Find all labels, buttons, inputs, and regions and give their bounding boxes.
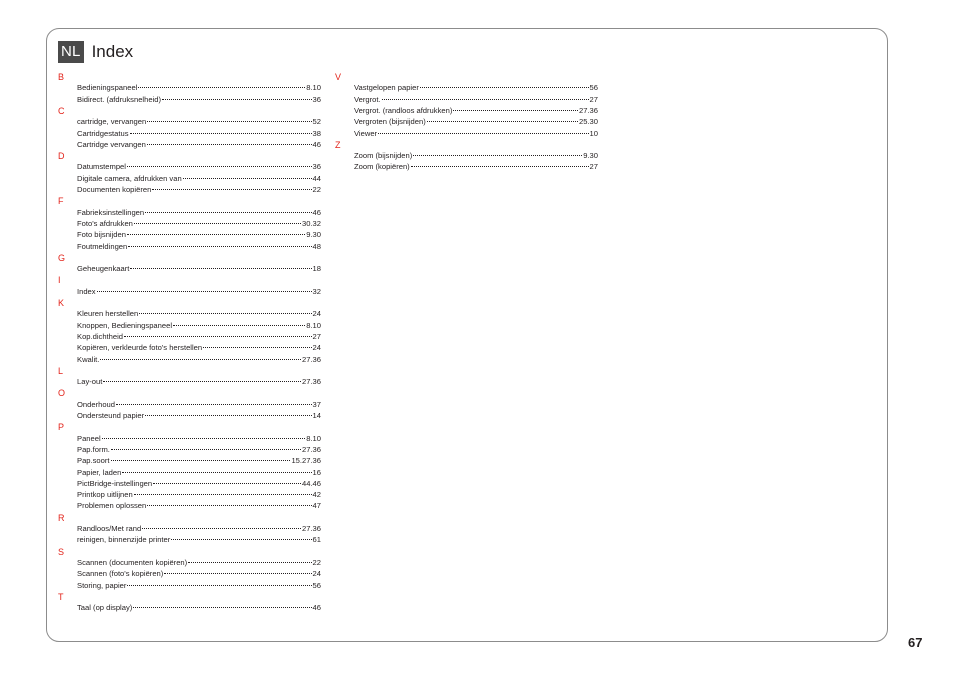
index-entry-label: Viewer bbox=[354, 128, 378, 138]
index-entry-page: 27.36 bbox=[301, 354, 321, 364]
index-entry bbox=[354, 106, 598, 116]
index-entry-label: Foutmeldingen bbox=[77, 241, 128, 251]
dot-leader bbox=[134, 223, 301, 224]
dot-leader bbox=[139, 313, 311, 314]
index-entry-label: Zoom (kopiëren) bbox=[354, 162, 410, 172]
index-entry bbox=[77, 117, 321, 127]
dot-leader bbox=[124, 336, 312, 337]
index-entry-label: Vastgelopen papier bbox=[354, 83, 419, 93]
index-entry-page: 42 bbox=[312, 490, 321, 500]
index-entry bbox=[77, 332, 321, 342]
index-entry-label: Printkop uitlijnen bbox=[77, 490, 133, 500]
index-entry-page: 24 bbox=[312, 343, 321, 353]
section-letter: T bbox=[58, 591, 64, 602]
section-letter: Z bbox=[335, 139, 341, 150]
index-entry bbox=[77, 174, 321, 184]
index-entry-label: Kwalit. bbox=[77, 354, 100, 364]
index-entry bbox=[77, 558, 321, 568]
index-entry bbox=[77, 140, 321, 150]
dot-leader bbox=[97, 291, 312, 292]
index-entry-page: 9.30 bbox=[306, 230, 321, 240]
index-entry bbox=[354, 117, 598, 127]
index-entry-label: Pap.form. bbox=[77, 444, 110, 454]
index-entry-page: 25.30 bbox=[578, 117, 598, 127]
index-entry-page: 15.27.36 bbox=[291, 456, 321, 466]
section-letter: L bbox=[58, 365, 64, 376]
index-entry-page: 14 bbox=[312, 411, 321, 420]
index-entry-label: Taal (op display) bbox=[77, 603, 133, 613]
section-letter: B bbox=[58, 72, 65, 82]
index-entry bbox=[77, 321, 321, 331]
index-entry bbox=[77, 524, 321, 534]
index-entry-label: Documenten kopiëren bbox=[77, 185, 152, 194]
index-entry bbox=[77, 242, 321, 252]
index-entry-page: 46 bbox=[312, 139, 321, 149]
index-entry-label: Bidirect. (afdruksnelheid) bbox=[77, 94, 161, 104]
section-letter: V bbox=[335, 72, 342, 82]
dot-leader bbox=[378, 133, 588, 134]
index-entry-label: Kop.dichtheid bbox=[77, 331, 124, 341]
dot-leader bbox=[127, 234, 305, 235]
index-entry bbox=[77, 95, 321, 105]
dot-leader bbox=[382, 99, 589, 100]
dot-leader bbox=[152, 189, 311, 190]
index-entry-page: 32 bbox=[312, 286, 321, 296]
dot-leader bbox=[153, 483, 301, 484]
index-entry bbox=[77, 411, 321, 421]
dot-leader bbox=[127, 166, 312, 167]
index-entry-page: 38 bbox=[312, 128, 321, 138]
dot-leader bbox=[145, 212, 311, 213]
dot-leader bbox=[122, 472, 311, 473]
dot-leader bbox=[147, 121, 311, 122]
index-entry-label: Kleuren herstellen bbox=[77, 309, 139, 319]
index-entry-label: Index bbox=[77, 286, 96, 296]
dot-leader bbox=[130, 133, 312, 134]
index-entry bbox=[77, 355, 321, 365]
index-entry-page: 16 bbox=[312, 467, 321, 477]
dot-leader bbox=[102, 438, 306, 439]
index-entry-page: 24 bbox=[312, 569, 321, 579]
index-entry-label: Knoppen, Bedieningspaneel bbox=[77, 320, 173, 330]
index-entry bbox=[77, 219, 321, 229]
index-entry bbox=[77, 468, 321, 478]
dot-leader bbox=[128, 246, 311, 247]
index-entry-page: 52 bbox=[312, 117, 321, 127]
dot-leader bbox=[100, 359, 301, 360]
dot-leader bbox=[203, 347, 311, 348]
index-entry-page: 36 bbox=[312, 162, 321, 172]
dot-leader bbox=[427, 121, 578, 122]
index-entry-label: Datumstempel bbox=[77, 162, 126, 172]
index-entry-page: 37 bbox=[312, 399, 321, 409]
section-letter: K bbox=[58, 298, 65, 308]
language-badge: NL bbox=[58, 41, 84, 63]
index-entry bbox=[77, 490, 321, 500]
index-entry-label: Cartridgestatus bbox=[77, 128, 129, 138]
section-letter: C bbox=[58, 105, 65, 116]
index-entry-page: 27.36 bbox=[301, 524, 321, 533]
index-entry-label: Bedieningspaneel bbox=[77, 83, 138, 93]
dot-leader bbox=[147, 505, 311, 506]
index-entry-page: 44 bbox=[312, 173, 321, 183]
index-entry-page: 27 bbox=[589, 94, 598, 104]
section-letter: O bbox=[58, 388, 66, 399]
index-entry bbox=[77, 377, 321, 387]
index-entry-page: 44.46 bbox=[301, 478, 321, 488]
index-entry-page: 22 bbox=[312, 557, 321, 567]
index-entry-label: Cartridge vervangen bbox=[77, 139, 146, 149]
dot-leader bbox=[453, 110, 578, 111]
index-entry bbox=[77, 162, 321, 172]
index-entry-label: Zoom (bijsnijden) bbox=[354, 151, 413, 161]
index-entry bbox=[77, 479, 321, 489]
section-letter: G bbox=[58, 252, 66, 263]
index-entry-label: PictBridge-instellingen bbox=[77, 478, 153, 488]
dot-leader bbox=[171, 539, 311, 540]
page-title: Index bbox=[91, 42, 134, 61]
index-entry-page: 56 bbox=[312, 580, 321, 590]
index-entry-page: 8.10 bbox=[306, 83, 321, 93]
index-entry bbox=[354, 129, 598, 139]
index-entry-page: 22 bbox=[312, 185, 321, 194]
index-entry-label: reinigen, binnenzijde printer bbox=[77, 535, 171, 545]
dot-leader bbox=[111, 460, 291, 461]
dot-leader bbox=[103, 381, 301, 382]
dot-leader bbox=[162, 99, 312, 100]
index-entry-page: 30.32 bbox=[301, 218, 321, 228]
index-header bbox=[58, 41, 133, 63]
index-entry bbox=[354, 151, 598, 161]
index-entry-page: 46 bbox=[312, 603, 321, 613]
index-entry bbox=[77, 400, 321, 410]
index-entry-page: 27 bbox=[312, 331, 321, 341]
index-entry bbox=[354, 95, 598, 105]
index-entry bbox=[77, 501, 321, 511]
dot-leader bbox=[173, 325, 305, 326]
index-entry bbox=[77, 83, 321, 93]
index-entry-label: Fabrieksinstellingen bbox=[77, 207, 145, 217]
index-entry-label: Vergrot. bbox=[354, 94, 381, 104]
index-entry-page: 47 bbox=[312, 501, 321, 511]
index-entry-page: 36 bbox=[312, 94, 321, 104]
index-entry-label: Papier, laden bbox=[77, 467, 122, 477]
dot-leader bbox=[413, 155, 582, 156]
section-letter: P bbox=[58, 422, 65, 433]
dot-leader bbox=[130, 268, 311, 269]
dot-leader bbox=[411, 166, 589, 167]
dot-leader bbox=[147, 144, 312, 145]
index-entry-page: 8.10 bbox=[306, 433, 321, 443]
index-entry-label: cartridge, vervangen bbox=[77, 117, 147, 127]
index-entry-page: 46 bbox=[312, 207, 321, 217]
index-entry-page: 27.36 bbox=[578, 105, 598, 115]
index-entry bbox=[354, 162, 598, 172]
dot-leader bbox=[188, 562, 311, 563]
index-entry-label: Foto bijsnijden bbox=[77, 230, 126, 240]
index-entry bbox=[77, 343, 321, 353]
index-entry-page: 48 bbox=[312, 241, 321, 251]
section-letter: I bbox=[58, 275, 61, 286]
index-entry-label: Scannen (documenten kopiëren) bbox=[77, 557, 188, 567]
index-entry-label: Vergrot. (randloos afdrukken) bbox=[354, 105, 453, 115]
index-entry-page: 10 bbox=[589, 128, 598, 138]
index-entry-label: Scannen (foto's kopiëren) bbox=[77, 569, 164, 579]
index-entry-label: Pap.soort bbox=[77, 456, 110, 466]
index-entry bbox=[77, 309, 321, 319]
index-entry-label: Problemen oplossen bbox=[77, 501, 147, 511]
index-entry-label: Lay-out bbox=[77, 377, 103, 387]
section-letter: F bbox=[58, 196, 64, 207]
dot-leader bbox=[142, 528, 301, 529]
index-entry-page: 27 bbox=[589, 162, 598, 172]
index-entry-label: Kopiëren, verkleurde foto's herstellen bbox=[77, 343, 203, 353]
dot-leader bbox=[134, 494, 312, 495]
index-entry bbox=[77, 581, 321, 591]
index-entry-label: Digitale camera, afdrukken van bbox=[77, 173, 182, 183]
section-letter: R bbox=[58, 512, 65, 523]
index-entry-label: Randloos/Met rand bbox=[77, 524, 142, 533]
page-number: 67 bbox=[908, 635, 923, 650]
index-entry bbox=[77, 535, 321, 545]
index-entry-page: 27.36 bbox=[301, 377, 321, 387]
index-entry bbox=[77, 456, 321, 466]
dot-leader bbox=[145, 415, 311, 416]
dot-leader bbox=[111, 449, 301, 450]
index-entry bbox=[77, 208, 321, 218]
index-entry-page: 56 bbox=[589, 83, 598, 93]
index-entry-label: Vergroten (bijsnijden) bbox=[354, 117, 426, 127]
index-entry-page: 8.10 bbox=[306, 320, 321, 330]
dot-leader bbox=[183, 178, 312, 179]
index-entry bbox=[77, 129, 321, 139]
index-entry bbox=[77, 445, 321, 455]
index-entry bbox=[77, 264, 321, 274]
index-entry-label: Ondersteund papier bbox=[77, 411, 145, 420]
index-entry-label: Geheugenkaart bbox=[77, 264, 130, 274]
index-entry bbox=[77, 230, 321, 240]
section-letter: D bbox=[58, 151, 65, 162]
index-entry-label: Onderhoud bbox=[77, 399, 115, 409]
section-letter: S bbox=[58, 546, 65, 557]
index-entry-label: Foto's afdrukken bbox=[77, 218, 133, 228]
dot-leader bbox=[127, 585, 311, 586]
index-entry-label: Storing, papier bbox=[77, 580, 127, 590]
index-entry bbox=[77, 603, 321, 613]
index-entry-page: 9.30 bbox=[583, 151, 598, 161]
dot-leader bbox=[116, 404, 312, 405]
index-entry bbox=[77, 185, 321, 195]
index-entry bbox=[77, 434, 321, 444]
dot-leader bbox=[138, 87, 305, 88]
index-entry bbox=[77, 287, 321, 297]
index-entry bbox=[354, 83, 598, 93]
index-entry-page: 24 bbox=[312, 309, 321, 319]
index-entry-page: 18 bbox=[312, 264, 321, 274]
index-entry bbox=[77, 569, 321, 579]
index-entry-page: 61 bbox=[312, 535, 321, 545]
index-entry-label: Paneel bbox=[77, 433, 101, 443]
dot-leader bbox=[164, 573, 311, 574]
dot-leader bbox=[420, 87, 589, 88]
index-entry-page: 27.36 bbox=[301, 444, 321, 454]
dot-leader bbox=[133, 607, 311, 608]
